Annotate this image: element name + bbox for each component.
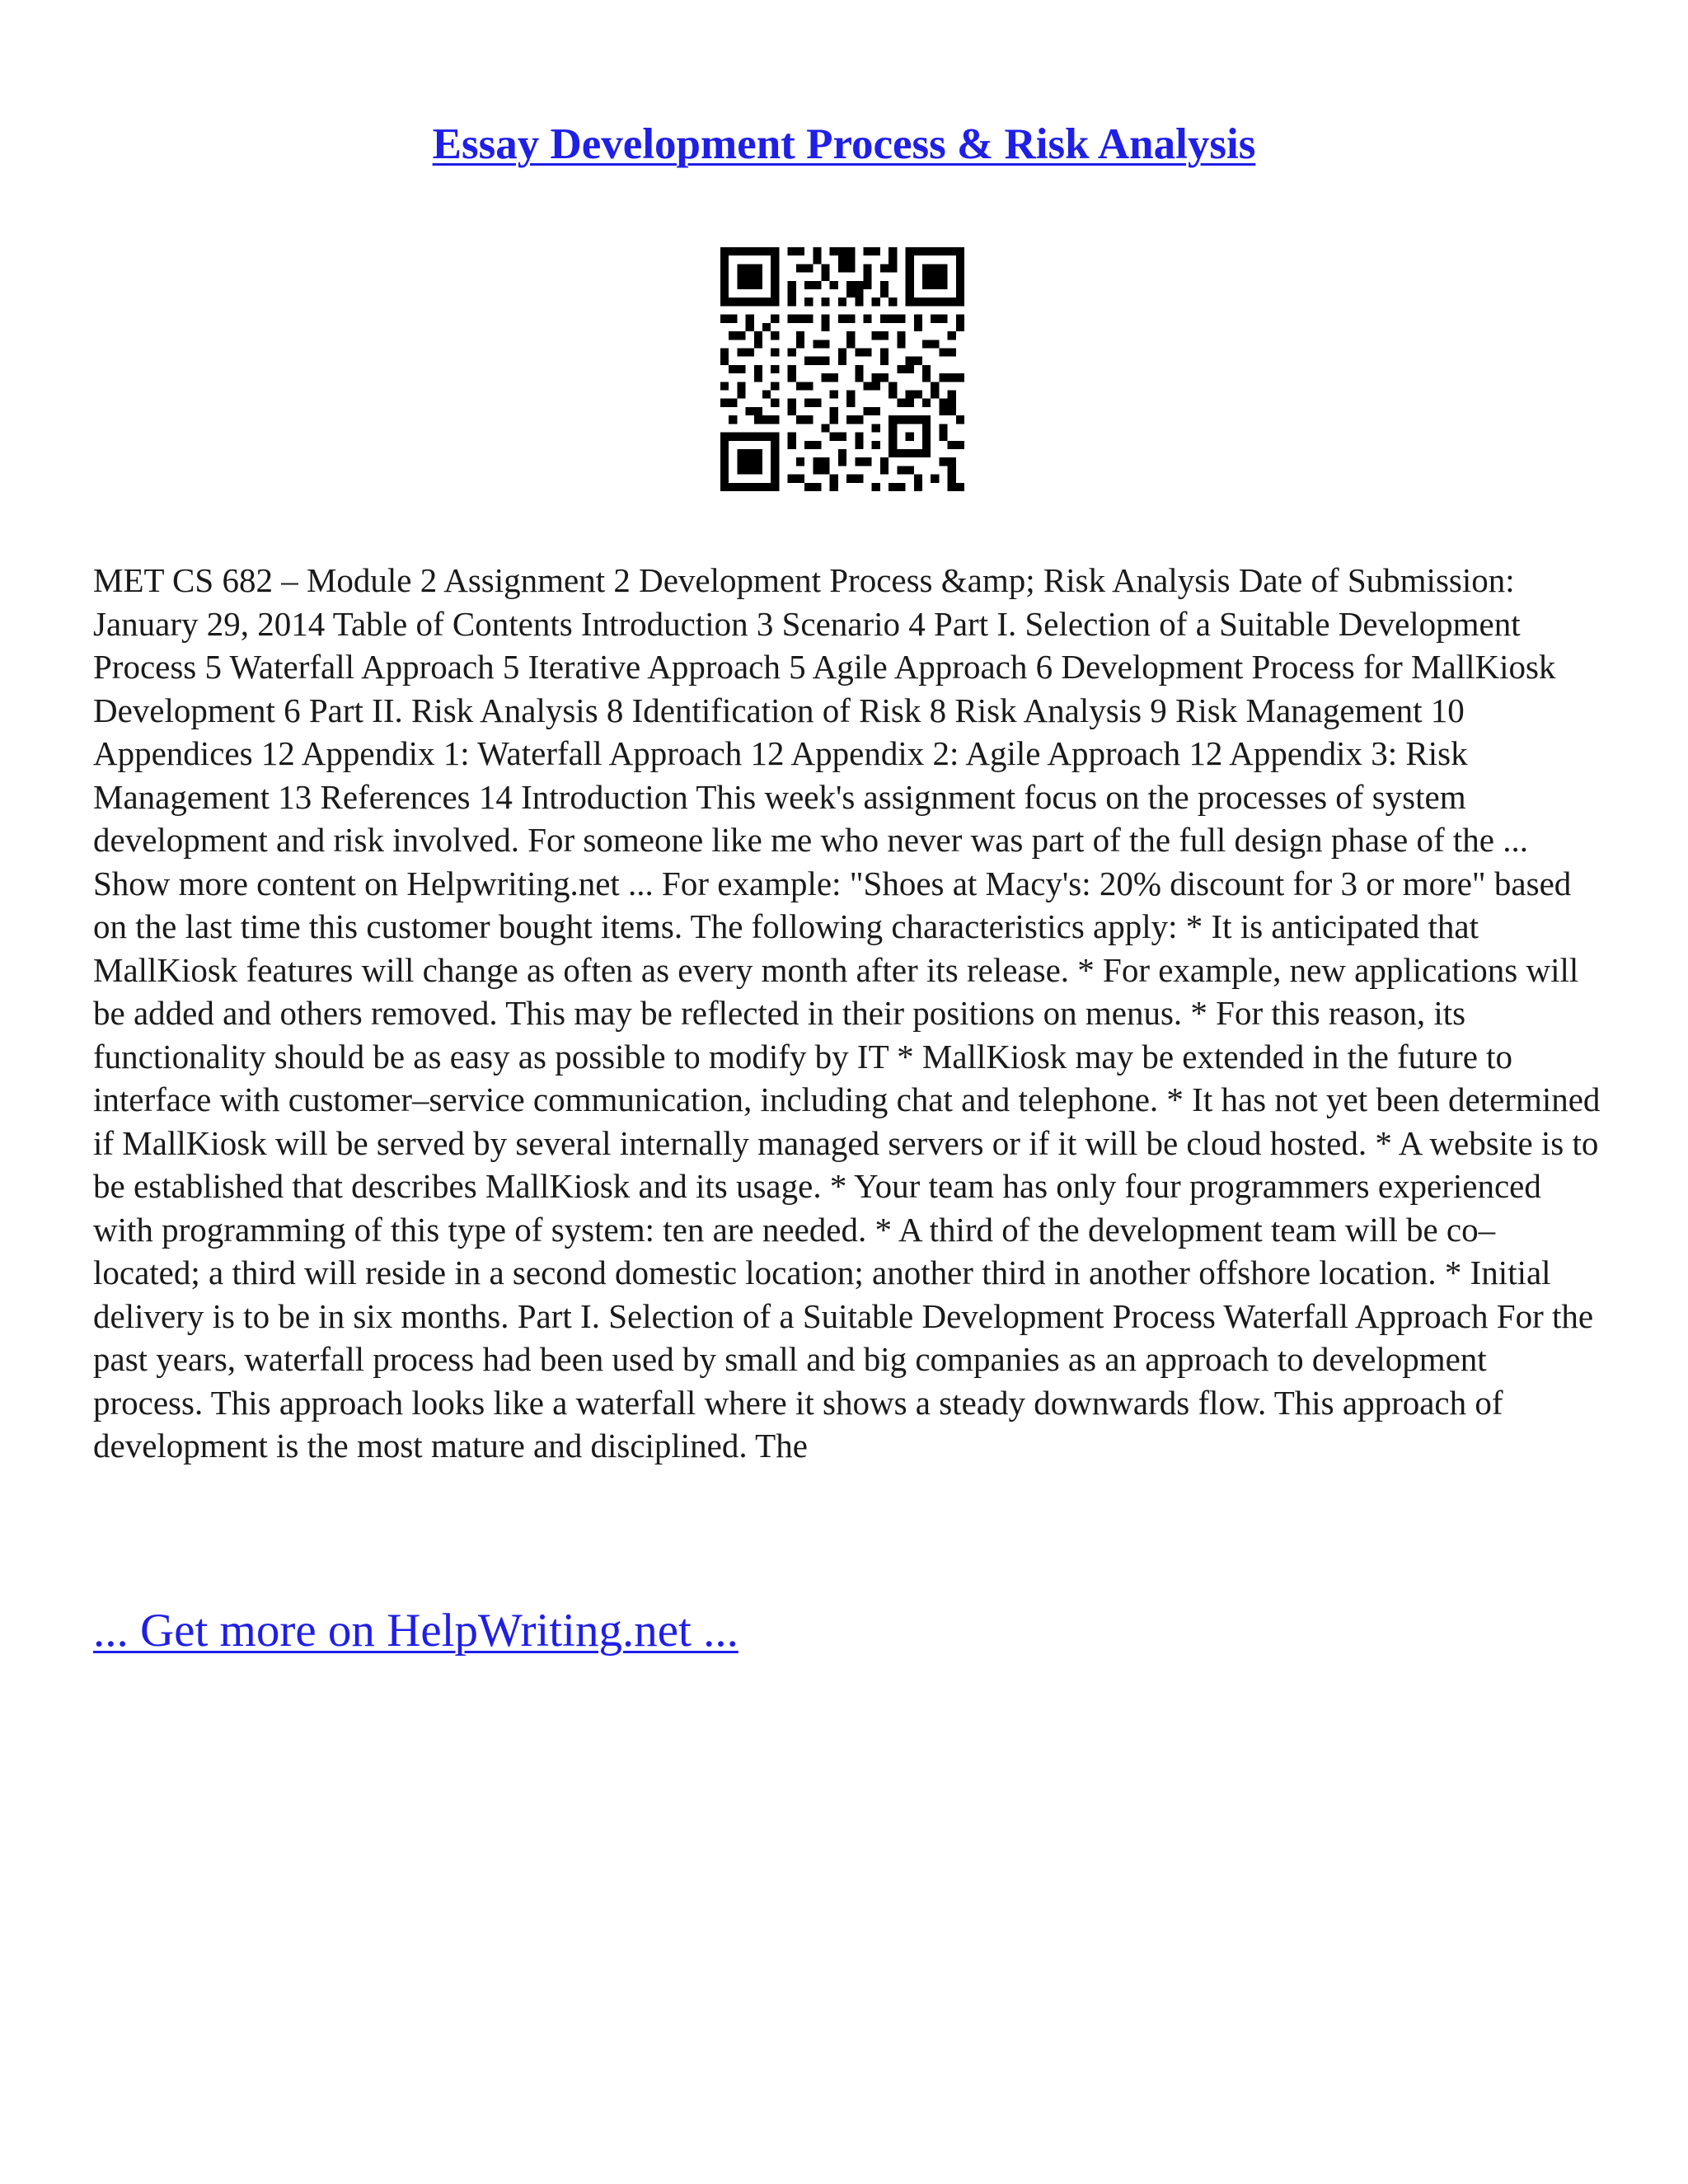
qr-code-icon — [720, 247, 964, 491]
document-title-link[interactable]: Essay Development Process & Risk Analysis — [432, 120, 1256, 168]
get-more-link[interactable]: ... Get more on HelpWriting.net ... — [93, 1605, 738, 1657]
essay-excerpt-text: MET CS 682 – Module 2 Assignment 2 Development Process &amp; Risk Analysis Date of Submission: January 29, 2014 Table of Contents Introduction 3 Scenario 4 Part I. Selection of a Suitable Development Process 5 Waterfall Approach 5 Iterative Approach 5 Agile Approach 6 Development Process for MallKiosk Development 6 Part II. Risk Analysis 8 Identification of Risk 8 Risk Analysis 9 Risk Management 10 Appendices 12 Appendix 1: Waterfall Approach 12 Appendix 2: Agile Approach 12 Appendix 3: Risk Management 13 References 14 Introduction This week's assignment focus on the processes of system development and risk involved. For someone like me who never was part of the full design phase of the ... Show more content on Helpwriting.net ... For example: "Shoes at Macy's: 20% discount for 3 or more" based on the last time this customer bought items. The following characteristics apply: * It is anticipated that MallKiosk features will change as often as every month after its release. * For example, new applications will be added and others removed. This may be reflected in their positions on menus. * For this reason, its functionality should be as easy as possible to modify by IT * MallKiosk may be extended in the future to interface with customer–service communication, including chat and telephone. * It has not yet been determined if MallKiosk will be served by several internally managed servers or if it will be cloud hosted. * A website is to be established that describes MallKiosk and its usage. * Your team has only four programmers experienced with programming of this type of system: ten are needed. * A third of the development team will be co–located; a third will reside in a second domestic location; another third in another offshore location. * Initial delivery is to be in six months. Part I. Selection of a Suitable Development Process Waterfall Approach For the past years, waterfall process had been used by small and big companies as an approach to development process. This approach looks like a waterfall where it shows a steady downwards flow. This approach of development is the most mature and disciplined. The — [93, 561, 1601, 1465]
